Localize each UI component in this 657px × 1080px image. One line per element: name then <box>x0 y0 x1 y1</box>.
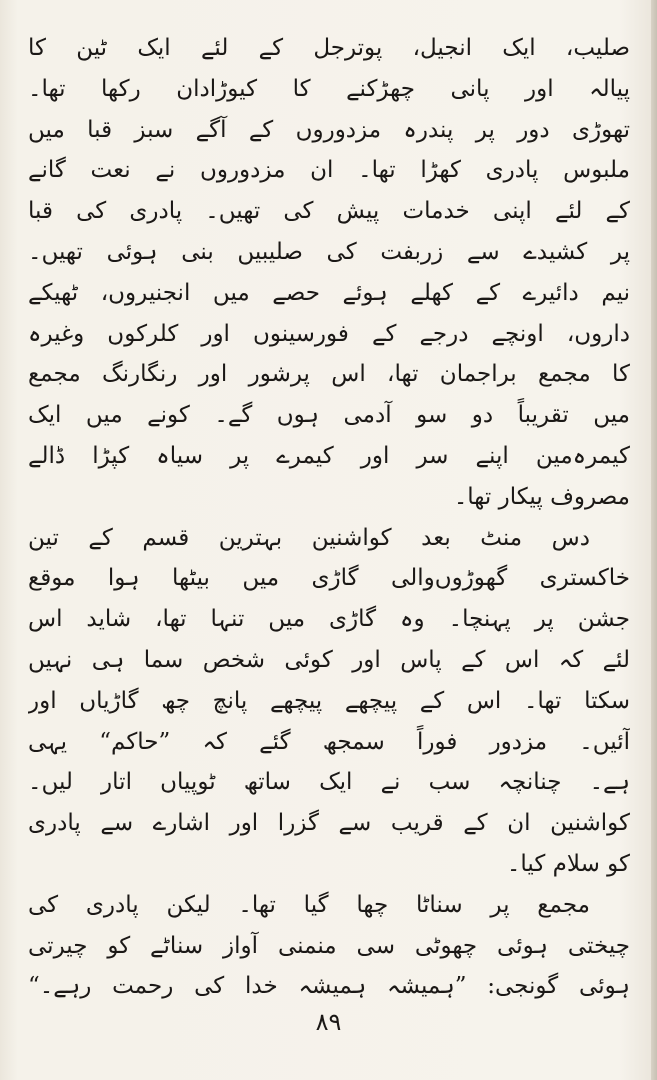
text-line: ہوئی گونجی: ”ہمیشہ ہمیشہ خدا کی رحمت رہے۔“ <box>28 973 630 1000</box>
text-line: پر کشیدے سے زربفت کی صلیبیں بنی ہوئی تھیں۔ <box>28 238 630 265</box>
text-line: ملبوس پادری کھڑا تھا۔ ان مزدوروں نے نعت گانے <box>28 157 630 184</box>
text-line: صلیب، ایک انجیل، پوترجل کے لئے ایک ٹین کا <box>28 35 630 61</box>
text-line: کیمرہ‌مین اپنے سر اور کیمرے پر سیاہ کپڑا ڈالے <box>28 442 630 469</box>
text-line: جشن پر پہنچا۔ وہ گاڑی میں تنہا تھا، شاید اس <box>28 606 630 633</box>
text-line: داروں، اونچے درجے کے فورسینوں اور کلرکوں وغیرہ <box>28 320 630 347</box>
text-line: میں تقریباً دو سو آدمی ہوں گے۔ کونے میں ایک <box>28 402 630 429</box>
page-number: ٨٩ <box>315 1008 342 1036</box>
paragraph-start-line: دس منٹ بعد کواشنین بہترین قسم کے تین <box>28 524 590 551</box>
paragraph-end-line: مصروف پیکار تھا۔ <box>453 483 630 510</box>
text-line: کے لئے اپنی خدمات پیش کی تھیں۔ پادری کی قبا <box>28 198 630 225</box>
text-line: چیختی ہوئی چھوٹی سی منمنی آواز سناٹے کو چیرتی <box>28 932 630 959</box>
text-line: تھوڑی دور پر پندرہ مزدوروں کے آگے سبز قبا میں <box>28 116 630 143</box>
text-body <box>28 28 630 1007</box>
paragraph-start-line: مجمع پر سناٹا چھا گیا تھا۔ لیکن پادری کی <box>28 891 590 918</box>
text-line: نیم دائیرے کے کھلے ہوئے حصے میں انجنیروں، ٹھیکے <box>28 279 630 306</box>
text-line: لئے کہ اس کے پاس اور کوئی شخص سما ہی نہیں <box>28 646 630 673</box>
text-line: خاکستری گھوڑوں‌والی گاڑی میں بیٹھا ہوا موقع <box>28 565 630 592</box>
paragraph-end-line: کو سلام کیا۔ <box>506 850 630 877</box>
text-line: سکتا تھا۔ اس کے پیچھے پیچھے پانچ چھ گاڑیاں اور <box>28 687 630 714</box>
text-line: کا مجمع براجمان تھا، اس پرشور اور رنگارنگ مجمع <box>28 361 630 388</box>
page-edge-shadow <box>651 0 657 1080</box>
text-line: آئیں۔ مزدور فوراً سمجھ گئے کہ ”حاکم“ یہی <box>28 728 630 755</box>
text-line: پیالہ اور پانی چھڑکنے کا کیوڑادان رکھا تھا۔ <box>28 75 630 102</box>
text-line: کواشنین ان کے قریب سے گزرا اور اشارے سے پادری <box>28 810 630 837</box>
text-line: ہے۔ چنانچہ سب نے ایک ساتھ ٹوپیاں اتار لیں۔ <box>28 769 630 796</box>
